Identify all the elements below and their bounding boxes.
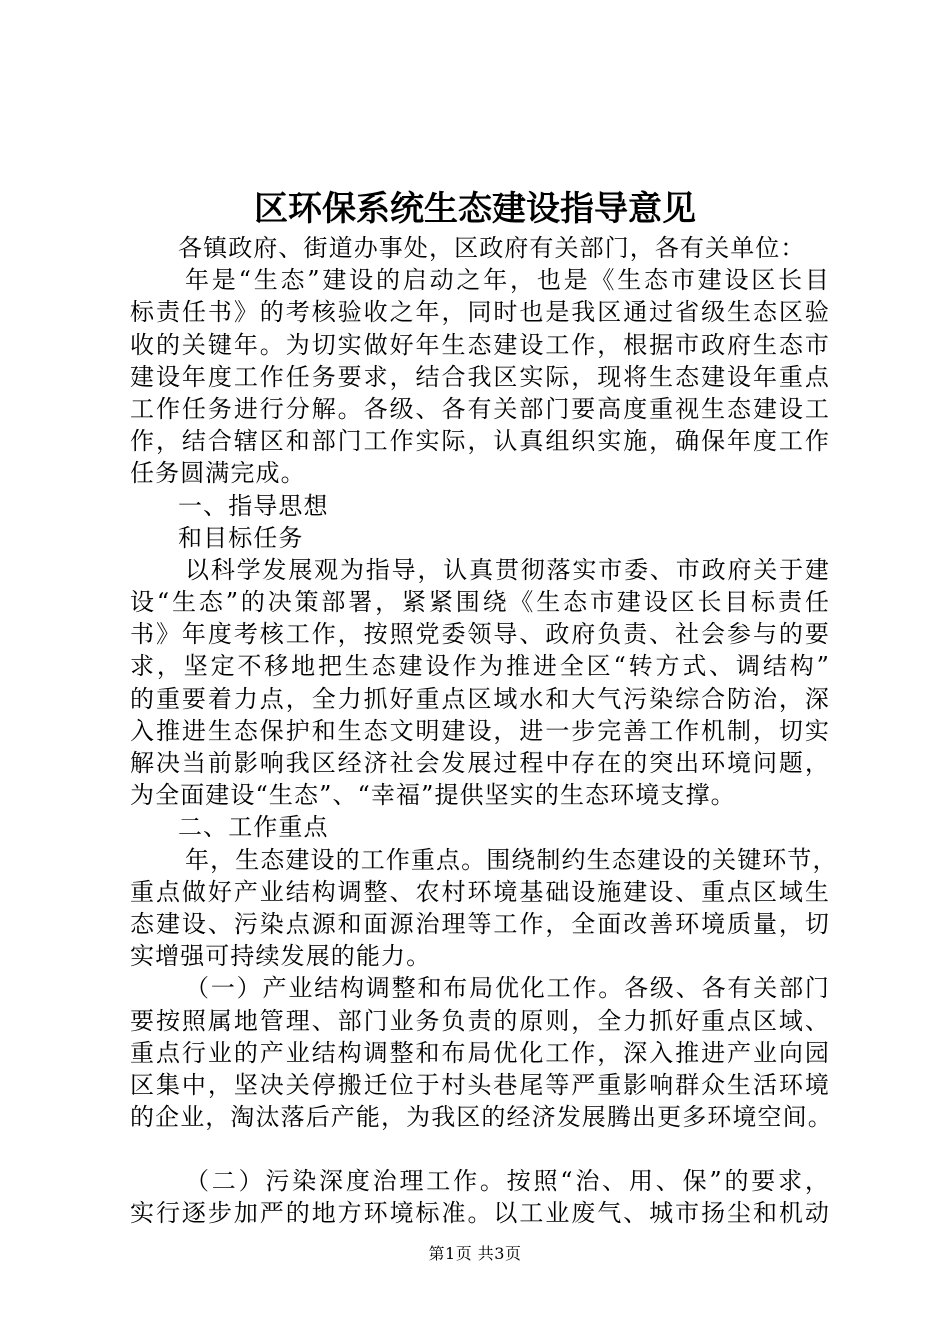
paragraph-line: 年，生态建设的工作重点。围绕制约生态建设的关键环节， (185, 845, 838, 874)
paragraph-line: 解决当前影响我区经济社会发展过程中存在的突出环境问题， (130, 749, 830, 777)
paragraph-line: 重点做好产业结构调整、农村环境基础设施建设、重点区域生 (130, 877, 830, 906)
paragraph-gap (130, 1133, 830, 1165)
paragraph-line: 重点行业的产业结构调整和布局优化工作，深入推进产业向园 (130, 1038, 830, 1067)
paragraph-line: 建设年度工作任务要求，结合我区实际，现将生态建设年重点 (130, 362, 830, 391)
paragraph-line: 实增强可持续发展的能力。 (130, 942, 432, 971)
section-heading: 和目标任务 (178, 523, 304, 552)
paragraph-line: 区集中，坚决关停搬迁位于村头巷尾等严重影响群众生活环境 (130, 1070, 830, 1099)
paragraph-line: 作，结合辖区和部门工作实际，认真组织实施，确保年度工作 (130, 427, 830, 456)
section-heading: 一、指导思想 (178, 491, 329, 520)
paragraph-line: 工作任务进行分解。各级、各有关部门要高度重视生态建设工 (130, 394, 830, 423)
paragraph-line: 入推进生态保护和生态文明建设，进一步完善工作机制，切实 (130, 716, 830, 745)
paragraph-line: 的企业，淘汰落后产能，为我区的经济发展腾出更多环境空间。 (130, 1103, 833, 1132)
paragraph-line: 书》年度考核工作，按照党委领导、政府负责、社会参与的要 (130, 620, 830, 649)
document-body (130, 232, 838, 1230)
paragraph-line: 设“生态”的决策部署，紧紧围绕《生态市建设区长目标责任 (130, 588, 830, 617)
paragraph-line: 要按照属地管理、部门业务负责的原则，全力抓好重点区域、 (130, 1006, 830, 1035)
page-number-footer: 第1页 共3页 (428, 1244, 522, 1263)
paragraph-line: 任务圆满完成。 (130, 459, 306, 488)
document-title: 区环保系统生态建设指导意见 (254, 189, 696, 229)
paragraph-line: 以科学发展观为指导，认真贯彻落实市委、市政府关于建 (185, 555, 830, 584)
paragraph-line: 标责任书》的考核验收之年，同时也是我区通过省级生态区验 (130, 298, 830, 327)
salutation-line: 各镇政府、街道办事处，区政府有关部门，各有关单位： (178, 234, 806, 262)
paragraph-line: 收的关键年。为切实做好年生态建设工作，根据市政府生态市 (130, 330, 830, 359)
paragraph-line: 为全面建设“生态”、“幸福”提供坚实的生态环境支撑。 (130, 781, 736, 810)
paragraph-line: 求，坚定不移地把生态建设作为推进全区“转方式、调结构” (130, 652, 830, 681)
paragraph-line: 的重要着力点，全力抓好重点区域水和大气污染综合防治，深 (130, 684, 830, 713)
paragraph-line: 实行逐步加严的地方环境标准。以工业废气、城市扬尘和机动 (130, 1199, 830, 1228)
paragraph-line: 年是“生态”建设的启动之年，也是《生态市建设区长目 (185, 266, 830, 295)
section-heading: 二、工作重点 (178, 813, 329, 842)
paragraph-line: 态建设、污染点源和面源治理等工作，全面改善环境质量，切 (130, 909, 830, 938)
paragraph-line: （二）污染深度治理工作。按照“治、用、保”的要求， (185, 1167, 830, 1196)
paragraph-line: （一）产业结构调整和布局优化工作。各级、各有关部门 (185, 974, 830, 1003)
